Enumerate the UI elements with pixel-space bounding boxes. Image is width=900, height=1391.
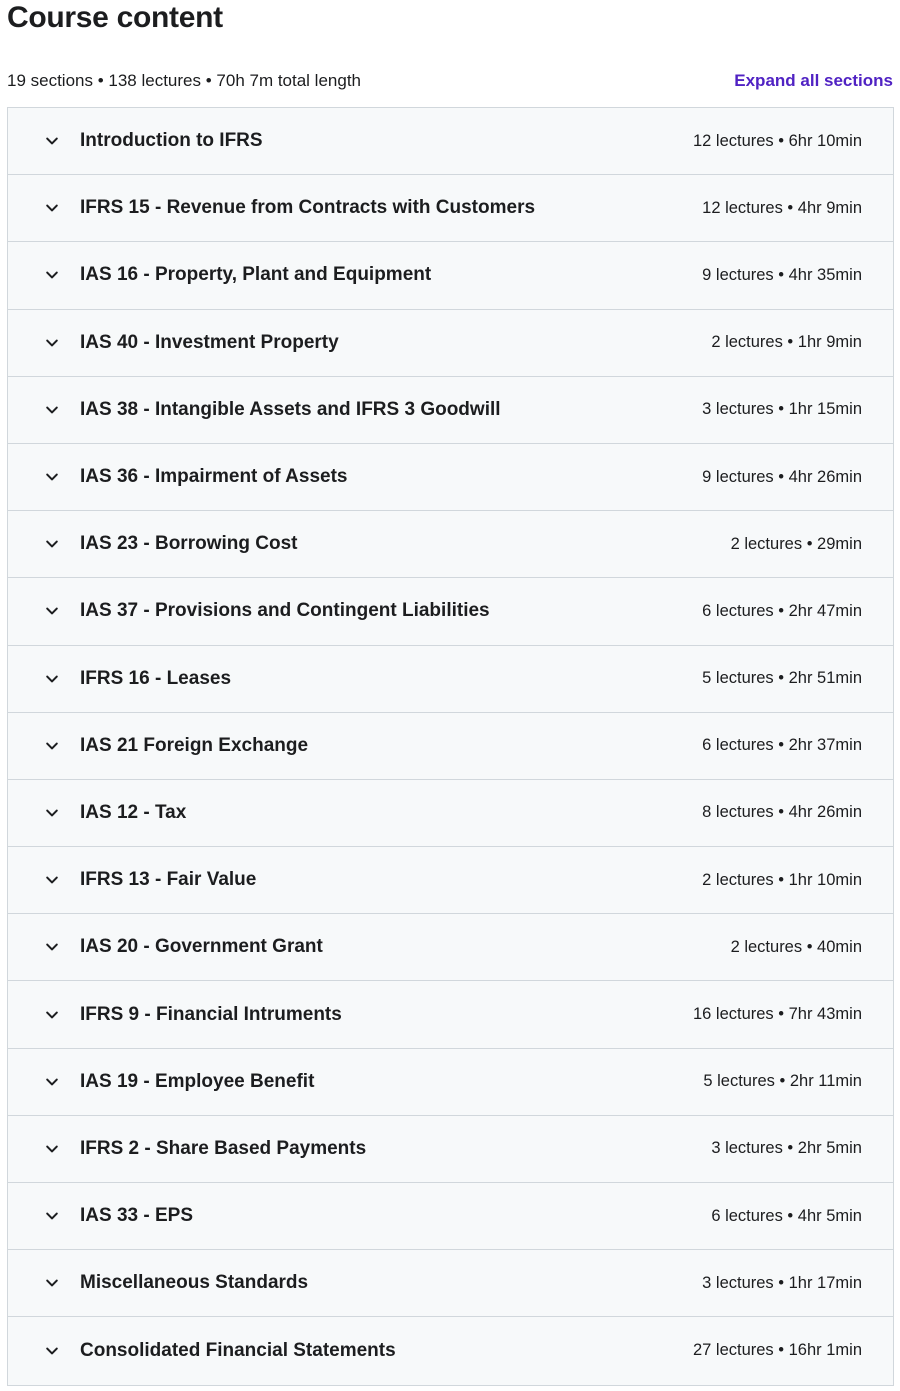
chevron-down-icon bbox=[44, 133, 60, 149]
section-title: Miscellaneous Standards bbox=[80, 1272, 309, 1294]
section-title: IFRS 2 - Share Based Payments bbox=[80, 1137, 367, 1159]
section-lecture-count: 6 lectures • 2hr 37min bbox=[702, 736, 862, 755]
section-title: IAS 33 - EPS bbox=[80, 1205, 193, 1227]
chevron-down-icon bbox=[44, 603, 60, 619]
chevron-down-icon bbox=[44, 671, 60, 687]
section-title: IAS 37 - Provisions and Contingent Liabilities bbox=[80, 600, 490, 622]
section-title: IAS 21 Foreign Exchange bbox=[80, 734, 309, 756]
sections-list bbox=[7, 107, 894, 1386]
section-header[interactable] bbox=[8, 1049, 893, 1116]
section-lecture-count: 5 lectures • 2hr 11min bbox=[703, 1072, 862, 1091]
section-title: IAS 36 - Impairment of Assets bbox=[80, 466, 348, 488]
chevron-down-icon bbox=[44, 267, 60, 283]
chevron-down-icon bbox=[44, 738, 60, 754]
section-lecture-count: 12 lectures • 6hr 10min bbox=[692, 131, 862, 150]
chevron-down-icon bbox=[44, 1275, 60, 1291]
page-title: Course content bbox=[7, 1, 223, 34]
section-title: IFRS 13 - Fair Value bbox=[80, 869, 257, 891]
section-header[interactable] bbox=[8, 511, 893, 578]
section-lecture-count: 5 lectures • 2hr 51min bbox=[702, 669, 862, 688]
section-header[interactable] bbox=[8, 377, 893, 444]
chevron-down-icon bbox=[44, 200, 60, 216]
section-title: IAS 20 - Government Grant bbox=[80, 936, 323, 958]
section-header[interactable] bbox=[8, 1317, 893, 1384]
section-lecture-count: 16 lectures • 7hr 43min bbox=[692, 1005, 862, 1024]
chevron-down-icon bbox=[44, 1074, 60, 1090]
section-lecture-count: 9 lectures • 4hr 26min bbox=[702, 467, 862, 486]
chevron-down-icon bbox=[44, 939, 60, 955]
chevron-down-icon bbox=[44, 1007, 60, 1023]
section-lecture-count: 2 lectures • 1hr 9min bbox=[711, 333, 862, 352]
section-lecture-count: 8 lectures • 4hr 26min bbox=[702, 803, 862, 822]
section-header[interactable] bbox=[8, 1116, 893, 1183]
section-header[interactable] bbox=[8, 981, 893, 1048]
section-header[interactable] bbox=[8, 780, 893, 847]
section-header[interactable] bbox=[8, 1183, 893, 1250]
chevron-down-icon bbox=[44, 536, 60, 552]
section-header[interactable] bbox=[8, 310, 893, 377]
section-lecture-count: 2 lectures • 40min bbox=[730, 937, 862, 956]
section-title: IAS 12 - Tax bbox=[80, 801, 187, 823]
section-lecture-count: 6 lectures • 4hr 5min bbox=[711, 1206, 862, 1225]
section-title: Consolidated Financial Statements bbox=[80, 1339, 396, 1361]
section-lecture-count: 3 lectures • 2hr 5min bbox=[711, 1139, 862, 1158]
section-lecture-count: 3 lectures • 1hr 17min bbox=[702, 1273, 862, 1292]
section-lecture-count: 3 lectures • 1hr 15min bbox=[702, 400, 862, 419]
section-title: IFRS 15 - Revenue from Contracts with Customers bbox=[80, 197, 536, 219]
section-title: IFRS 16 - Leases bbox=[80, 667, 232, 689]
expand-all-sections-button[interactable]: Expand all sections bbox=[734, 71, 893, 90]
course-summary-row bbox=[7, 66, 893, 96]
chevron-down-icon bbox=[44, 1343, 60, 1359]
section-lecture-count: 12 lectures • 4hr 9min bbox=[702, 198, 862, 217]
section-lecture-count: 27 lectures • 16hr 1min bbox=[692, 1341, 862, 1360]
section-header[interactable] bbox=[8, 713, 893, 780]
chevron-down-icon bbox=[44, 335, 60, 351]
section-header[interactable] bbox=[8, 914, 893, 981]
chevron-down-icon bbox=[44, 1141, 60, 1157]
section-header[interactable] bbox=[8, 444, 893, 511]
chevron-down-icon bbox=[44, 1208, 60, 1224]
section-lecture-count: 2 lectures • 1hr 10min bbox=[702, 870, 862, 889]
section-lecture-count: 9 lectures • 4hr 35min bbox=[702, 265, 862, 284]
section-title: IAS 38 - Intangible Assets and IFRS 3 Goodwill bbox=[80, 398, 501, 420]
section-header[interactable] bbox=[8, 108, 893, 175]
section-title: IAS 19 - Employee Benefit bbox=[80, 1070, 315, 1092]
section-header[interactable] bbox=[8, 242, 893, 309]
section-header[interactable] bbox=[8, 578, 893, 645]
section-header[interactable] bbox=[8, 847, 893, 914]
chevron-down-icon bbox=[44, 469, 60, 485]
section-header[interactable] bbox=[8, 646, 893, 713]
section-title: IFRS 9 - Financial Intruments bbox=[80, 1003, 342, 1025]
chevron-down-icon bbox=[44, 805, 60, 821]
chevron-down-icon bbox=[44, 402, 60, 418]
section-title: IAS 40 - Investment Property bbox=[80, 331, 339, 353]
section-title: Introduction to IFRS bbox=[80, 130, 263, 152]
section-header[interactable] bbox=[8, 175, 893, 242]
section-title: IAS 16 - Property, Plant and Equipment bbox=[80, 264, 432, 286]
course-summary: 19 sections • 138 lectures • 70h 7m total length bbox=[7, 71, 362, 90]
section-lecture-count: 2 lectures • 29min bbox=[730, 534, 862, 553]
chevron-down-icon bbox=[44, 872, 60, 888]
section-title: IAS 23 - Borrowing Cost bbox=[80, 533, 298, 555]
section-lecture-count: 6 lectures • 2hr 47min bbox=[702, 601, 862, 620]
section-header[interactable] bbox=[8, 1250, 893, 1317]
